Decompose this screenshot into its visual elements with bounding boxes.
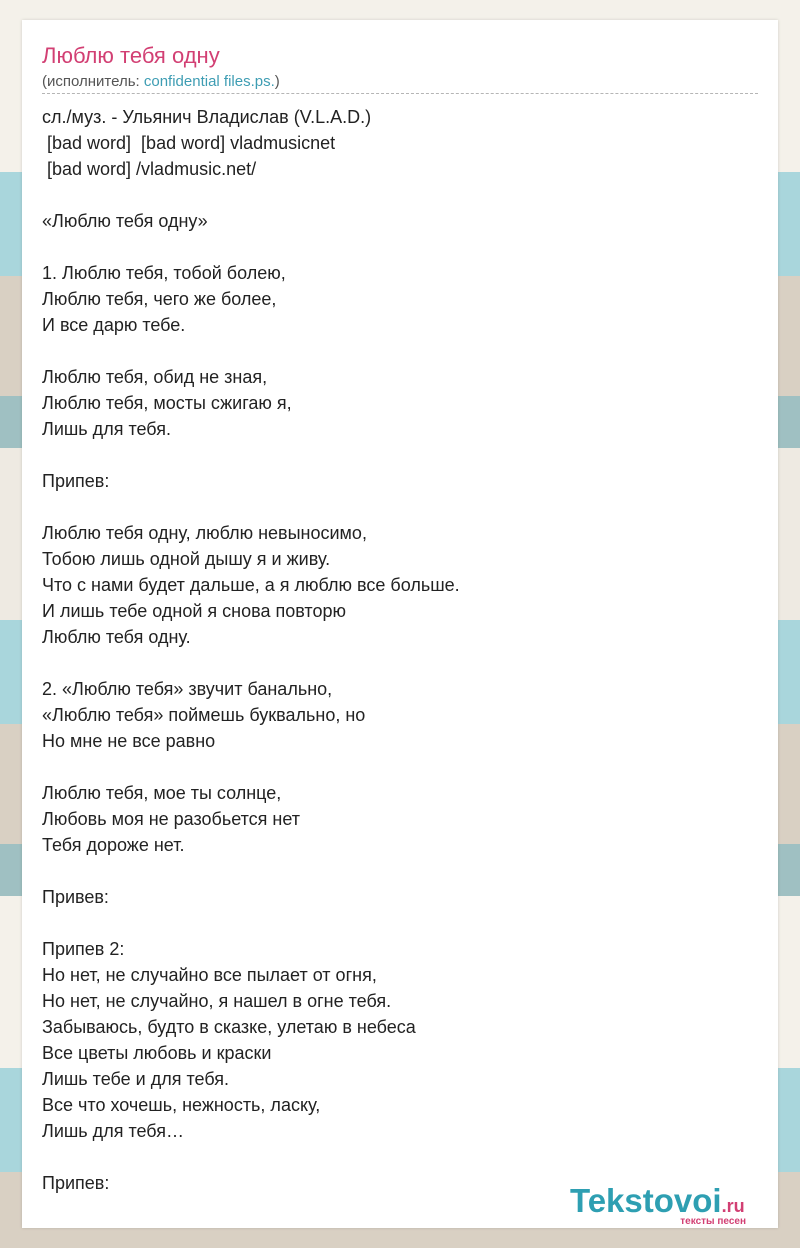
- song-title: Люблю тебя одну: [42, 43, 220, 68]
- logo-tld: .ru: [721, 1196, 745, 1216]
- lyric-line: Люблю тебя, обид не зная,: [42, 367, 268, 387]
- lyric-line: «Люблю тебя одну»: [42, 211, 208, 231]
- lyric-line: Что с нами будет дальше, а я люблю все больше.: [42, 575, 460, 595]
- lyric-line: И все дарю тебе.: [42, 315, 186, 335]
- artist-link[interactable]: confidential files.ps.: [143, 73, 275, 90]
- lyric-line: Люблю тебя одну.: [42, 627, 191, 647]
- lyric-line: Лишь для тебя…: [42, 1121, 184, 1141]
- lyric-line: 2. «Люблю тебя» звучит банально,: [42, 679, 333, 699]
- title-divider: [42, 93, 758, 94]
- lyric-line: Люблю тебя, мое ты солнце,: [42, 783, 282, 803]
- lyrics-card: [22, 20, 778, 1228]
- lyric-line: Лишь тебе и для тебя.: [42, 1069, 229, 1089]
- lyric-line: Но нет, не случайно, я нашел в огне тебя.: [42, 991, 392, 1011]
- lyric-line: Все цветы любовь и краски: [42, 1043, 272, 1063]
- site-logo[interactable]: [570, 1182, 780, 1228]
- lyric-line: Лишь для тебя.: [42, 419, 171, 439]
- lyric-line: Тобою лишь одной дышу я и живу.: [42, 549, 331, 569]
- artist-suffix: ): [274, 73, 280, 90]
- lyrics-text: [42, 104, 460, 1196]
- lyric-line: Все что хочешь, нежность, ласку,: [42, 1095, 321, 1115]
- lyric-line: [bad word] /vladmusic.net/: [42, 159, 257, 179]
- lyric-line: Люблю тебя одну, люблю невыносимо,: [42, 523, 367, 543]
- lyric-line: «Люблю тебя» поймешь буквально, но: [42, 705, 366, 725]
- lyric-line: Люблю тебя, мосты сжигаю я,: [42, 393, 292, 413]
- lyric-line: 1. Люблю тебя, тобой болею,: [42, 263, 286, 283]
- lyric-line: Люблю тебя, чего же более,: [42, 289, 277, 309]
- lyric-line: Привев:: [42, 887, 109, 907]
- lyric-line: Любовь моя не разобьется нет: [42, 809, 301, 829]
- lyric-line: Забываюсь, будто в сказке, улетаю в небеса: [42, 1017, 416, 1037]
- lyric-line: Припев 2:: [42, 939, 125, 959]
- lyric-line: Но мне не все равно: [42, 731, 216, 751]
- lyric-line: И лишь тебе одной я снова повторю: [42, 601, 346, 621]
- logo-tagline: тексты песен: [680, 1216, 746, 1227]
- lyric-line: Припев:: [42, 1173, 110, 1193]
- logo-name: Tekstovoi: [570, 1182, 722, 1219]
- lyric-line: [bad word] [bad word] vladmusicnet: [42, 133, 336, 153]
- lyric-line: Но нет, не случайно все пылает от огня,: [42, 965, 377, 985]
- lyric-line: сл./муз. - Ульянич Владислав (V.L.A.D.): [42, 107, 372, 127]
- artist-prefix: (исполнитель:: [42, 73, 144, 90]
- lyric-line: Тебя дороже нет.: [42, 835, 185, 855]
- artist-line: [42, 72, 280, 92]
- lyric-line: Припев:: [42, 471, 110, 491]
